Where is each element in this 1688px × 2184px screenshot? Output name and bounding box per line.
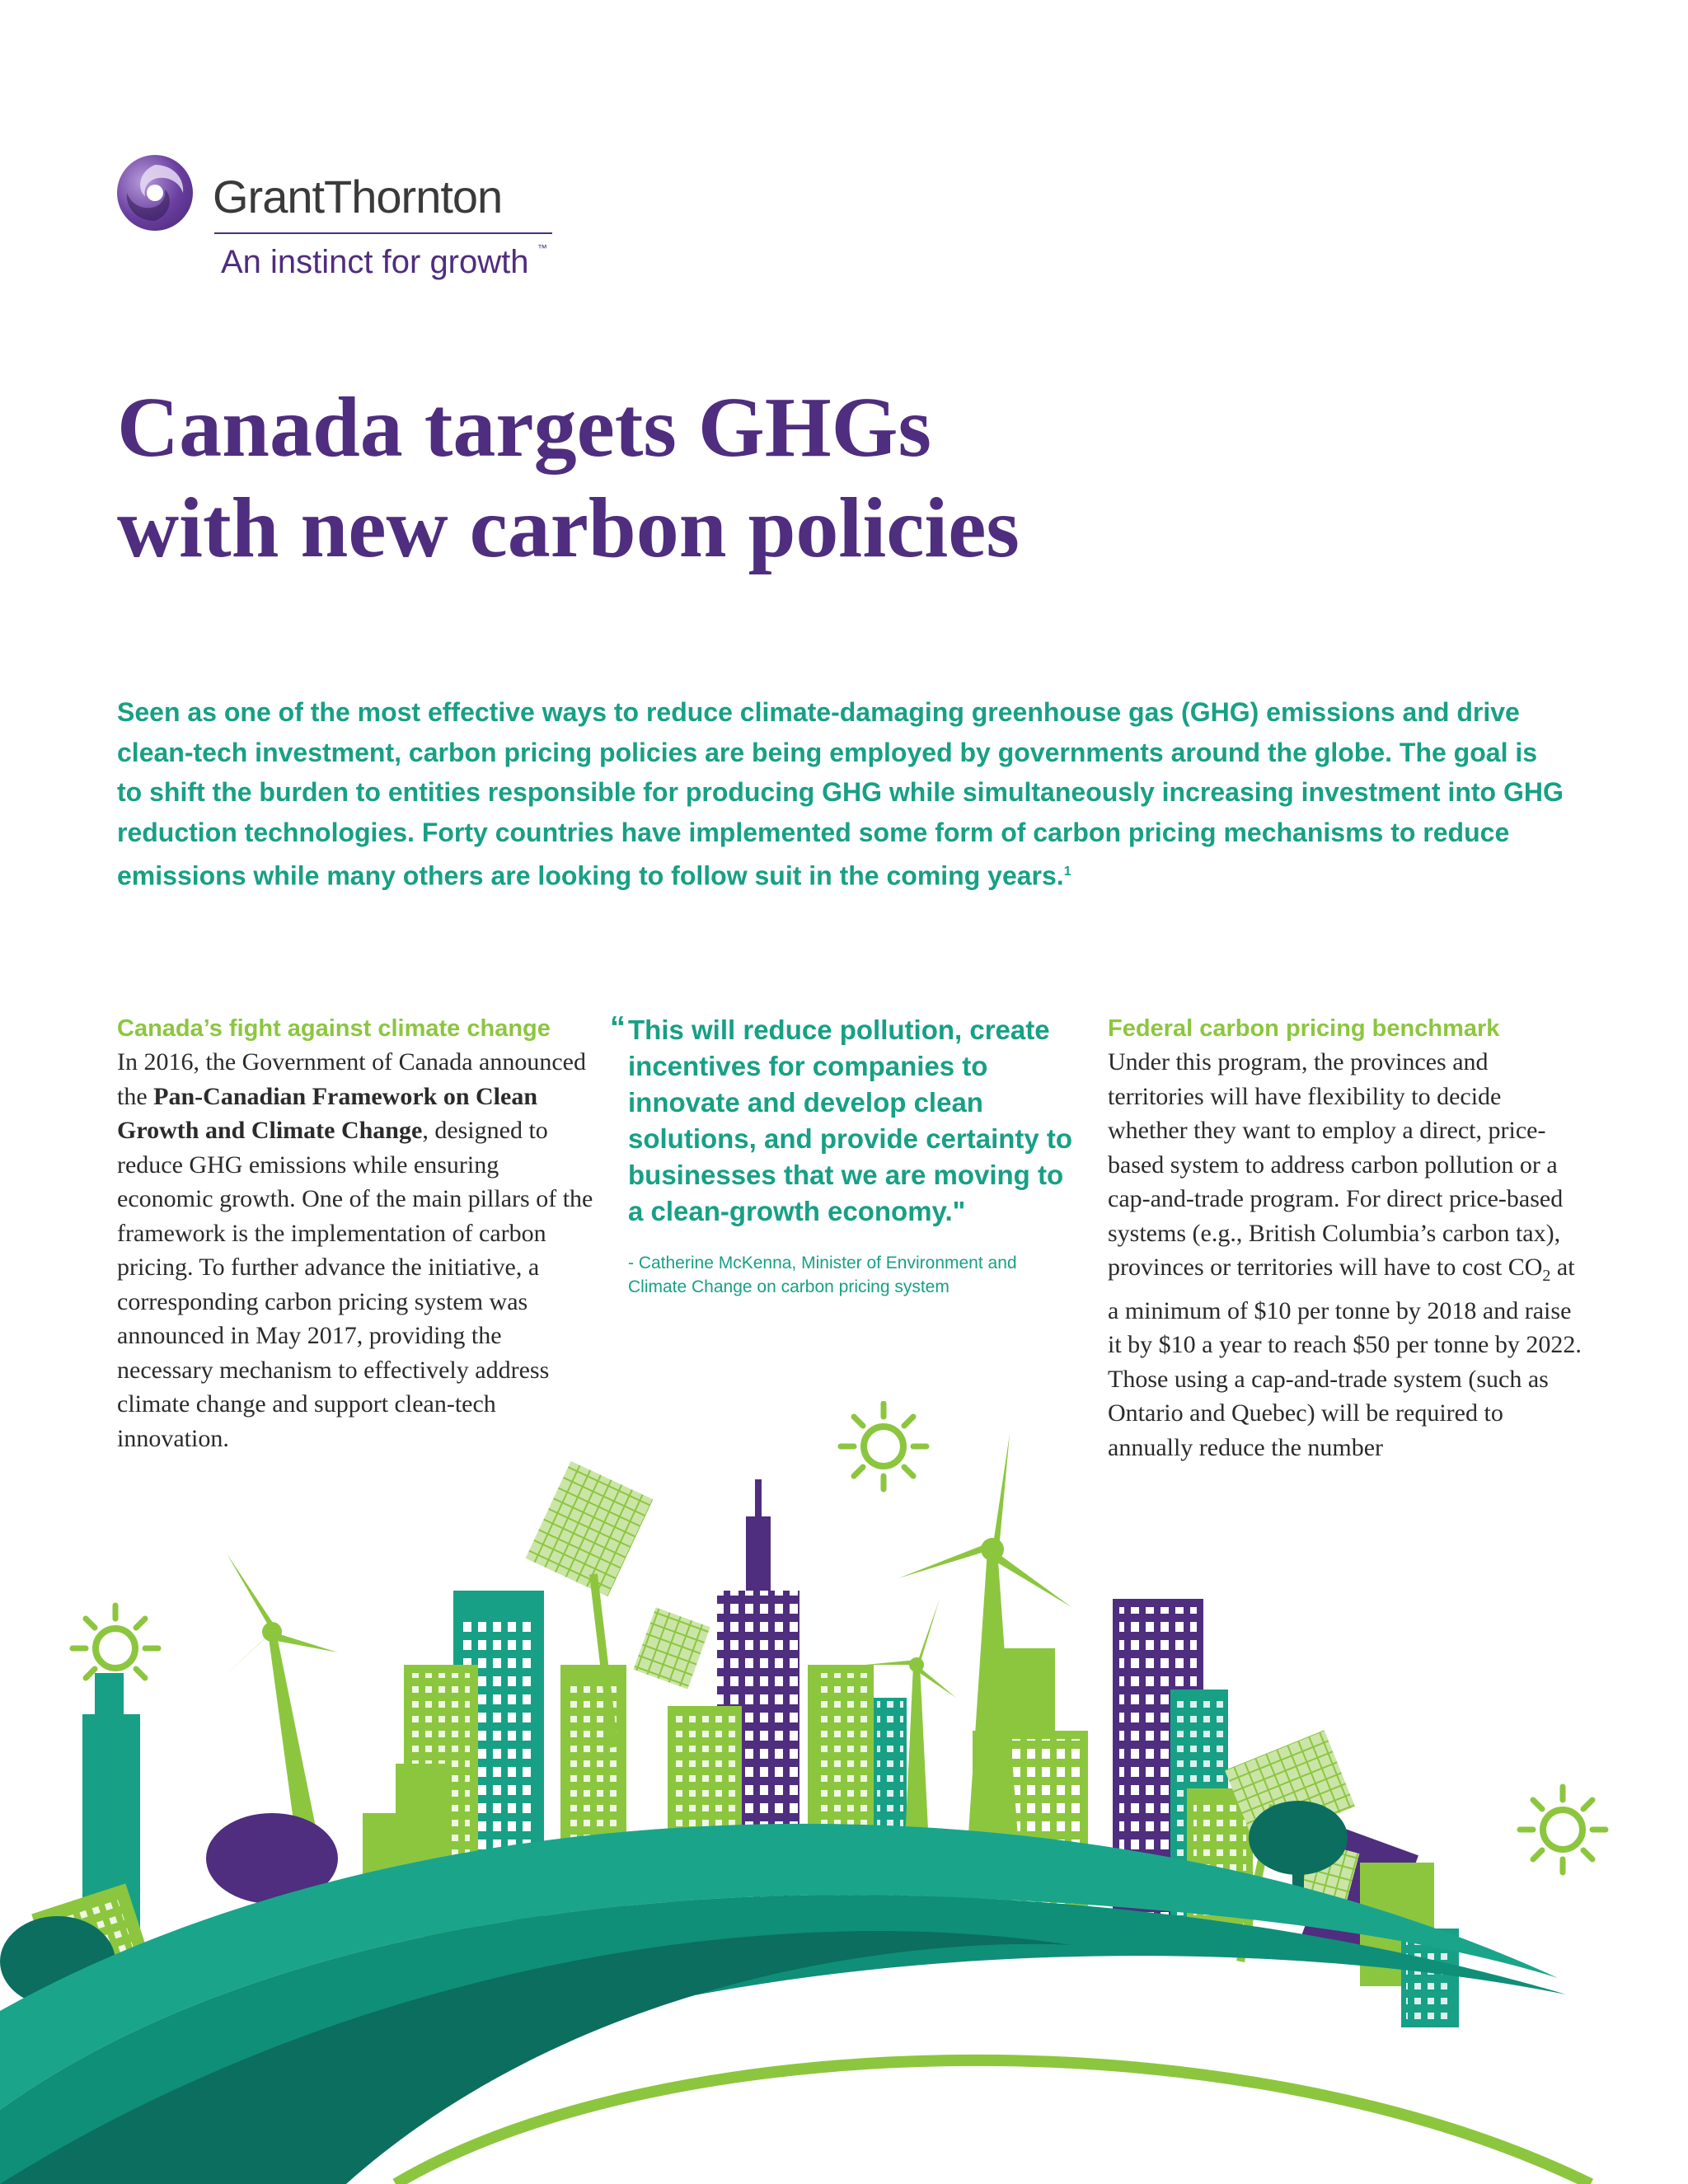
left-column bbox=[117, 1012, 595, 1455]
left-column-body bbox=[117, 1045, 595, 1455]
left-body-text-2: , designed to reduce GHG emissions while ensuring economic growth. One of the main pillars of the framework is the implementation of carbon pricing. To further advance the initiative, a corresponding carbon pricing system was announced in May 2017, providing the necessary mechanism to effectively address climate change and support clean-tech innovation. bbox=[117, 1117, 593, 1452]
quote-mark: “ bbox=[610, 1010, 626, 1045]
sun-icon bbox=[841, 1404, 926, 1489]
footnote-marker: 1 bbox=[1063, 865, 1071, 879]
green-city-illustration bbox=[0, 1401, 1688, 2184]
trademark-symbol: ™ bbox=[537, 242, 547, 254]
framework-name: Pan-Canadian Framework on Clean Growth and Climate Change bbox=[117, 1082, 538, 1144]
title-line-2: with new carbon policies bbox=[117, 480, 1020, 575]
left-body-text-1: In 2016, the Government of Canada announced the bbox=[117, 1048, 586, 1110]
right-body-text-2: at a minimum of $10 per tonne by 2018 and raise it by $10 a year to reach $50 per tonne by 2022. Those using a cap-and-trade system (such as Ontario and Quebec) will be required to annually reduce the number bbox=[1108, 1254, 1582, 1461]
title-line-1: Canada targets GHGs bbox=[117, 380, 931, 475]
quote-text: This will reduce pollution, create incentives for companies to innovate and develop clean solutions, and provide certainty to businesses that we are moving to a clean-growth economy." bbox=[628, 1015, 1073, 1226]
pull-quote bbox=[612, 1012, 1073, 1299]
right-column bbox=[1108, 1012, 1586, 1465]
intro-paragraph bbox=[117, 692, 1568, 896]
company-logo bbox=[115, 153, 560, 293]
quote-attribution: - Catherine McKenna, Minister of Environment and Climate Change on carbon pricing system bbox=[628, 1254, 1017, 1296]
intro-text: Seen as one of the most effective ways to reduce climate-damaging greenhouse gas (GHG) emissions and drive clean-tech investment, carbon pricing policies are being employed by governments around the globe. The goal is to shift the burden to entities responsible for producing GHG while simultaneously increasing investment into GHG reduction technologies. Forty countries have implemented some form of carbon pricing mechanisms to reduce emissions while many others are looking to follow suit in the coming years. bbox=[117, 697, 1564, 891]
co2-subscript: 2 bbox=[1542, 1267, 1551, 1285]
logo-tagline: An instinct for growth bbox=[221, 244, 529, 280]
page-title bbox=[117, 377, 1189, 579]
right-body-text-1: Under this program, the provinces and territories will have flexibility to decide whether they want to employ a direct, price-based system to address carbon pollution or a cap-and-trade program. For direct price-based systems (e.g., British Columbia’s carbon tax), provinces or territories will have to cost CO bbox=[1108, 1048, 1564, 1281]
left-column-heading: Canada’s fight against climate change bbox=[117, 1015, 551, 1042]
grant-thornton-swirl-icon bbox=[115, 153, 195, 232]
right-column-heading: Federal carbon pricing benchmark bbox=[1108, 1015, 1500, 1042]
logo-divider bbox=[214, 232, 552, 234]
logo-wordmark: GrantThornton bbox=[213, 171, 503, 223]
sun-icon bbox=[1520, 1787, 1606, 1872]
